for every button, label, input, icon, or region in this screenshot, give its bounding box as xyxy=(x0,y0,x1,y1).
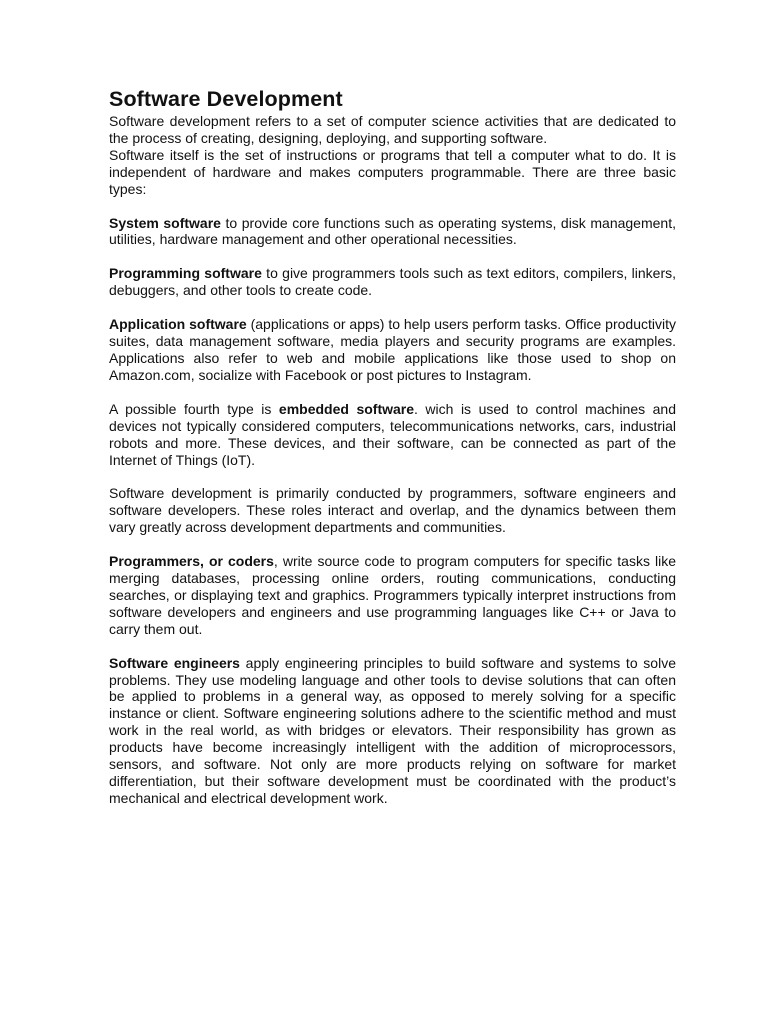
programmers-text: , write source code to program computers for specific tasks like merging databases, processing online orders, routing communications, conducting searches, or displaying text and graphics. Programmers typically interpret instructions from software developers and engineers and use programming languages like C++ or Java to carry them out. xyxy=(109,553,676,637)
engineers-text: apply engineering principles to build software and systems to solve problems. They use modeling language and other tools to devise solutions that can often be applied to problems in a general way, as opposed to merely solving for a specific instance or client. Software engineering solutions adhere to the scientific method and must work in the real world, as with bridges or elevators. Their responsibility has grown as products have become increasingly intelligent with the addition of microprocessors, sensors, and software. Not only are more products relying on software for market differentiation, but their software development must be coordinated with the product’s mechanical and electrical development work. xyxy=(109,654,676,806)
programmers-paragraph xyxy=(109,553,676,638)
embedded-software-text: . wich is used to control machines and devices not typically considered computers, telecommunications networks, cars, industrial robots and more. These devices, and their software, can be connected as part of the Internet of Things (IoT). xyxy=(109,400,676,468)
embedded-software-prefix: A possible fourth type is xyxy=(109,400,279,417)
roles-intro-paragraph: Software development is primarily conducted by programmers, software engineers and software developers. These roles interact and overlap, and the dynamics between them vary greatly across development departments and communities. xyxy=(109,485,676,536)
embedded-software-paragraph xyxy=(109,401,676,469)
programming-software-term: Programming software xyxy=(109,265,262,282)
application-software-text: (applications or apps) to help users perform tasks. Office productivity suites, data management software, media players and security programs are examples. Applications also refer to web and mobile applications like those used to shop on Amazon.com, socialize with Facebook or post pictures to Instagram. xyxy=(109,316,676,383)
engineers-term: Software engineers xyxy=(109,654,240,671)
page-title: Software Development xyxy=(109,87,343,111)
intro-paragraph-1: Software development refers to a set of computer science activities that are dedicated to the process of creating, designing, deploying, and supporting software. xyxy=(109,113,676,146)
document-page xyxy=(109,86,676,807)
system-software-term: System software xyxy=(109,214,221,231)
programming-software-paragraph xyxy=(109,265,676,299)
engineers-paragraph xyxy=(109,655,676,807)
intro-paragraph-2: Software itself is the set of instructions or programs that tell a computer what to do. It is independent of hardware and makes computers programmable. There are three basic types: xyxy=(109,146,676,197)
application-software-term: Application software xyxy=(109,316,247,333)
embedded-software-term: embedded software xyxy=(278,400,415,417)
system-software-text: to provide core functions such as operating systems, disk management, utilities, hardware management and other operational necessities. xyxy=(109,214,676,248)
programmers-term: Programmers, or coders xyxy=(109,553,274,570)
application-software-paragraph xyxy=(109,316,676,384)
system-software-paragraph xyxy=(109,215,676,249)
programming-software-text: to give programmers tools such as text editors, compilers, linkers, debuggers, and other tools to create code. xyxy=(109,265,676,299)
